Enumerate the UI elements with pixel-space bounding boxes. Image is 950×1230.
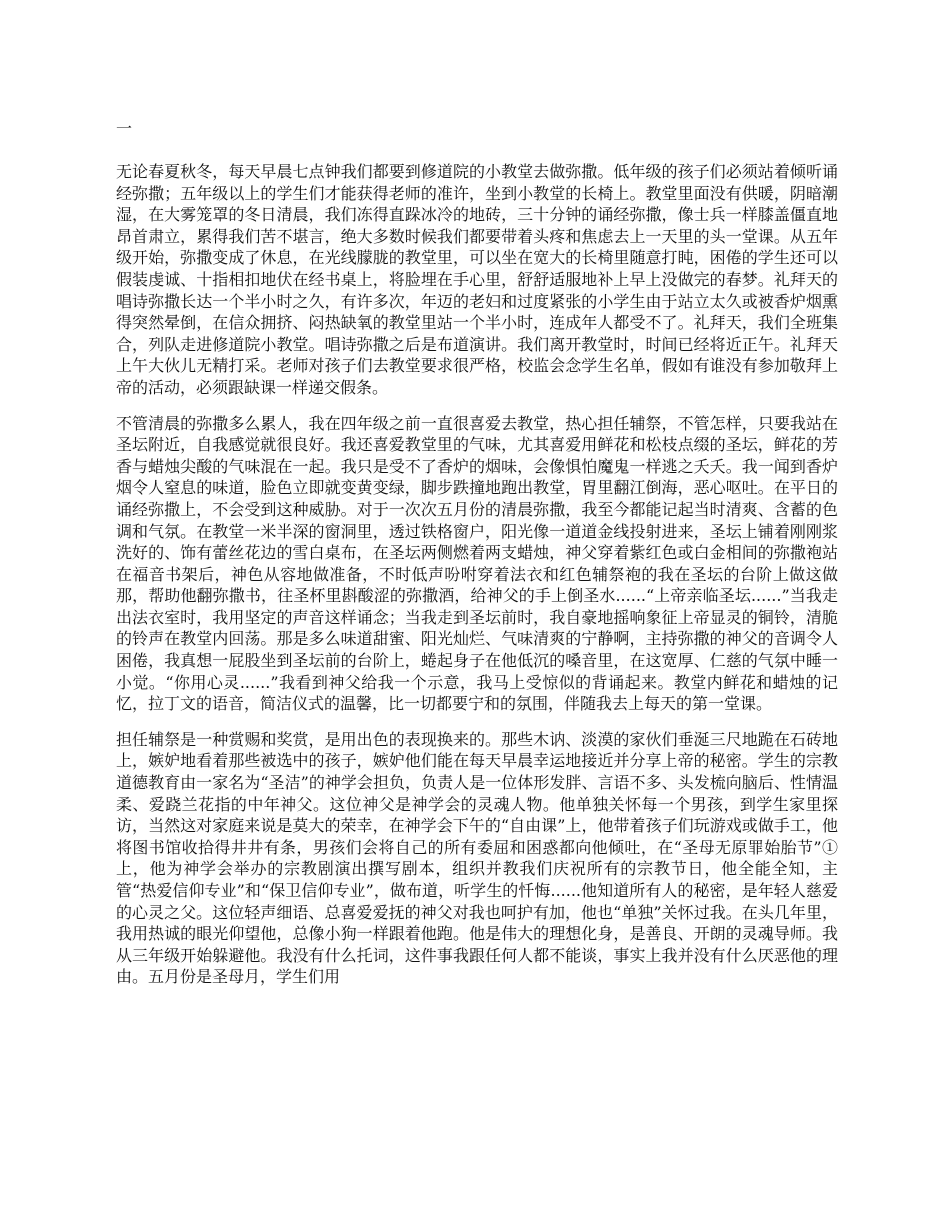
paragraph-3: 担任辅祭是一种赏赐和奖赏，是用出色的表现换来的。那些木讷、淡漠的家伙们垂涎三尺地跪在石砖地上，嫉妒地看着那些被选中的孩子，嫉妒他们能在每天早晨幸运地接近并分享上帝的秘密。学生的宗教道德教育由一家名为“圣洁”的神学会担负，负责人是一位体形发胖、言语不多、头发梳向脑后、性情温柔、爱跷兰花指的中年神父。这位神父是神学会的灵魂人物。他单独关怀每一个男孩，到学生家里探访，当然这对家庭来说是莫大的荣幸，在神学会下午的“自由课”上，他带着孩子们玩游戏或做手工，他将图书馆收拾得井井有条，男孩们会将自己的所有委屈和困惑都向他倾吐，在“圣母无原罪始胎节”①上，他为神学会举办的宗教剧演出撰写剧本，组织并教我们庆祝所有的宗教节日，他全能全知，主管“热爱信仰专业”和“保卫信仰专业”，做布道，听学生的忏悔......他知道所有人的秘密，是年轻人慈爱的心灵之父。这位轻声细语、总喜爱爱抚的神父对我也呵护有加，他也“单独”关怀过我。在头几年里，我用热诚的眼光仰望他，总像小狗一样跟着他跑。他是伟大的理想化身，是善良、开朗的灵魂导师。我从三年级开始躲避他。我没有什么托词，这件事我跟任何人都不能谈，事实上我并没有什么厌恶他的理由。五月份是圣母月，学生们用 [116,729,838,987]
section-number: 一 [116,119,133,138]
paragraph-1: 无论春夏秋冬，每天早晨七点钟我们都要到修道院的小教堂去做弥撒。低年级的孩子们必须站着倾听诵经弥撒；五年级以上的学生们才能获得老师的准许，坐到小教堂的长椅上。教堂里面没有供暖，阴暗潮湿，在大雾笼罩的冬日清晨，我们冻得直跺冰冷的地砖，三十分钟的诵经弥撒，像士兵一样膝盖僵直地昂首肃立，累得我们苦不堪言，绝大多数时候我们都要带着头疼和焦虑去上一天里的头一堂课。从五年级开始，弥撒变成了休息，在光线朦胧的教堂里，可以坐在宽大的长椅里随意打盹，困倦的学生还可以假装虔诚、十指相扣地伏在经书桌上，将脸埋在手心里，舒舒适服地补上早上没做完的春梦。礼拜天的唱诗弥撒长达一个半小时之久，有许多次，年迈的老妇和过度紧张的小学生由于站立太久或被香炉烟熏得突然晕倒，在信众拥挤、闷热缺氧的教堂里站一个半小时，连成年人都受不了。礼拜天，我们全班集合，列队走进修道院小教堂。唱诗弥撒之后是布道演讲。我们离开教堂时，时间已经将近正午。礼拜天上午大伙儿无精打采。老师对孩子们去教堂要求很严格，校监会念学生名单，假如有谁没有参加敬拜上帝的活动，必须跟缺课一样递交假条。 [116,162,838,397]
paragraph-2: 不管清晨的弥撒多么累人，我在四年级之前一直很喜爱去教堂，热心担任辅祭，不管怎样，只要我站在圣坛附近，自我感觉就很良好。我还喜爱教堂里的气味，尤其喜爱用鲜花和松枝点缀的圣坛，鲜花的芳香与蜡烛尖酸的气味混在一起。我只是受不了香炉的烟味，会像惧怕魔鬼一样逃之夭夭。我一闻到香炉烟令人窒息的味道，脸色立即就变黄变绿，脚步跌撞地跑出教堂，胃里翻江倒海，恶心呕吐。在平日的诵经弥撒上，不会受到这种威胁。对于一次次五月份的清晨弥撒，我至今都能记起当时清爽、含蓄的色调和气氛。在教堂一米半深的窗洞里，透过铁格窗户，阳光像一道道金线投射进来，圣坛上铺着刚刚浆洗好的、饰有蕾丝花边的雪白桌布，在圣坛两侧燃着两支蜡烛，神父穿着紫红色或白金相间的弥撒袍站在福音书架后，神色从容地做准备，不时低声吩咐穿着法衣和红色辅祭袍的我在圣坛的台阶上做这做那，帮助他翻弥撒书，往圣杯里斟酸涩的弥撒酒，给神父的手上倒圣水......“上帝亲临圣坛......”当我走出法衣室时，我用坚定的声音这样诵念；当我走到圣坛前时，我自豪地摇响象征上帝显灵的铜铃，清脆的铃声在教堂内回荡。那是多么味道甜蜜、阳光灿烂、气味清爽的宁静啊，主持弥撒的神父的音调令人困倦，我真想一屁股坐到圣坛前的台阶上，蜷起身子在他低沉的嗓音里，在这宽厚、仁慈的气氛中睡一小觉。“你用心灵......”我看到神父给我一个示意，我马上受惊似的背诵起来。教堂内鲜花和蜡烛的记忆，拉丁文的语音，简洁仪式的温馨，比一切都要宁和的氛围，伴随我去上每天的第一堂课。 [116,413,838,714]
document-page [116,118,838,1002]
